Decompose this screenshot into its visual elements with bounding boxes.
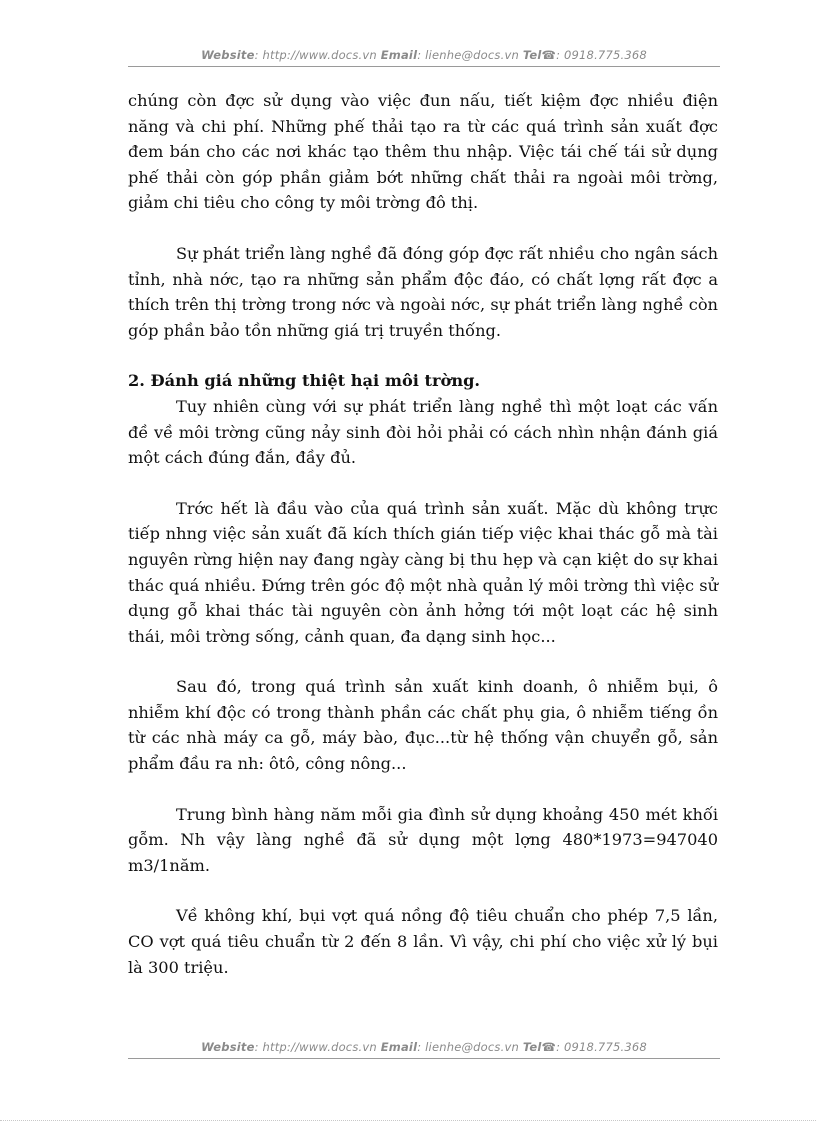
paragraph-spacer [128,343,718,368]
paragraph-6: Trung bình hàng năm mỗi gia đình sử dụng khoảng 450 mét khối gỗm. Nh vậy làng nghề đã sử dụng một lợng 480*1973=947040 m3/1năm. [128,804,718,875]
document-body [128,88,718,980]
page-footer [128,1040,720,1054]
paragraph-1: chúng còn đợc sử dụng vào việc đun nấu, tiết kiệm đợc nhiều điện năng và chi phí. Những phế thải tạo ra từ các quá trình sản xuất đợc đem bán cho các nơi khác tạo thêm thu nhập. Việc tái chế tái sử dụng phế thải còn góp phần giảm bớt những chất thải ra ngoài môi trờng, giảm chi tiêu cho công ty môi trờng đô thị. [128,91,718,213]
section-heading: 2. Đánh giá những thiệt hại môi trờng. [128,371,481,391]
paragraph-spacer [128,471,718,496]
page-header [128,48,720,62]
footer-tel-label: Tel [522,1040,542,1054]
header-email-label: Email [380,48,418,62]
paragraph-7: Về không khí, bụi vợt quá nồng độ tiêu chuẩn cho phép 7,5 lần, CO vợt quá tiêu chuẩn từ 2 đến 8 lần. Vì vậy, chi phí cho việc xử lý bụi là 300 triệu. [128,906,718,977]
footer-divider [128,1058,720,1059]
paragraph-spacer [128,777,718,802]
footer-website-label: Website [201,1040,255,1054]
footer-tel-value: ☎: 0918.775.368 [541,1040,647,1054]
paragraph-2: Sự phát triển làng nghề đã đóng góp đợc rất nhiều cho ngân sách tỉnh, nhà nớc, tạo ra những sản phẩm độc đáo, có chất lợng rất đợc a thích trên thị trờng trong nớc và ngoài nớc, sự phát triển làng nghề còn góp phần bảo tồn những giá trị truyền thống. [128,243,718,340]
header-website-label: Website [201,48,255,62]
header-tel-value: ☎: 0918.775.368 [541,48,647,62]
paragraph-spacer [128,216,718,241]
footer-email-label: Email [380,1040,418,1054]
paragraph-spacer [128,649,718,674]
header-divider [128,66,720,67]
footer-email-value: : lienhe@docs.vn [417,1040,519,1054]
header-website-value: : http://www.docs.vn [254,48,377,62]
paragraph-spacer [128,878,718,903]
footer-website-value: : http://www.docs.vn [254,1040,377,1054]
header-email-value: : lienhe@docs.vn [417,48,519,62]
paragraph-5: Sau đó, trong quá trình sản xuất kinh doanh, ô nhiễm bụi, ô nhiễm khí độc có trong thành phần các chất phụ gia, ô nhiễm tiếng ồn từ các nhà máy ca gỗ, máy bào, đục...từ hệ thống vận chuyển gỗ, sản phẩm đầu ra nh: ôtô, công nông... [128,677,718,774]
header-tel-label: Tel [522,48,542,62]
page-edge [0,1120,816,1121]
paragraph-3: Tuy nhiên cùng với sự phát triển làng nghề thì một loạt các vấn đề về môi trờng cũng nảy sinh đòi hỏi phải có cách nhìn nhận đánh giá một cách đúng đắn, đầy đủ. [128,396,718,468]
paragraph-4: Trớc hết là đầu vào của quá trình sản xuất. Mặc dù không trực tiếp nhng việc sản xuất đã kích thích gián tiếp việc khai thác gỗ mà tài nguyên rừng hiện nay đang ngày càng bị thu hẹp và cạn kiệt do sự khai thác quá nhiều. Đứng trên góc độ một nhà quản lý môi trờng thì việc sử dụng gỗ khai thác tài nguyên còn ảnh hởng tới một loạt các hệ sinh thái, môi trờng sống, cảnh quan, đa dạng sinh học... [128,498,718,646]
